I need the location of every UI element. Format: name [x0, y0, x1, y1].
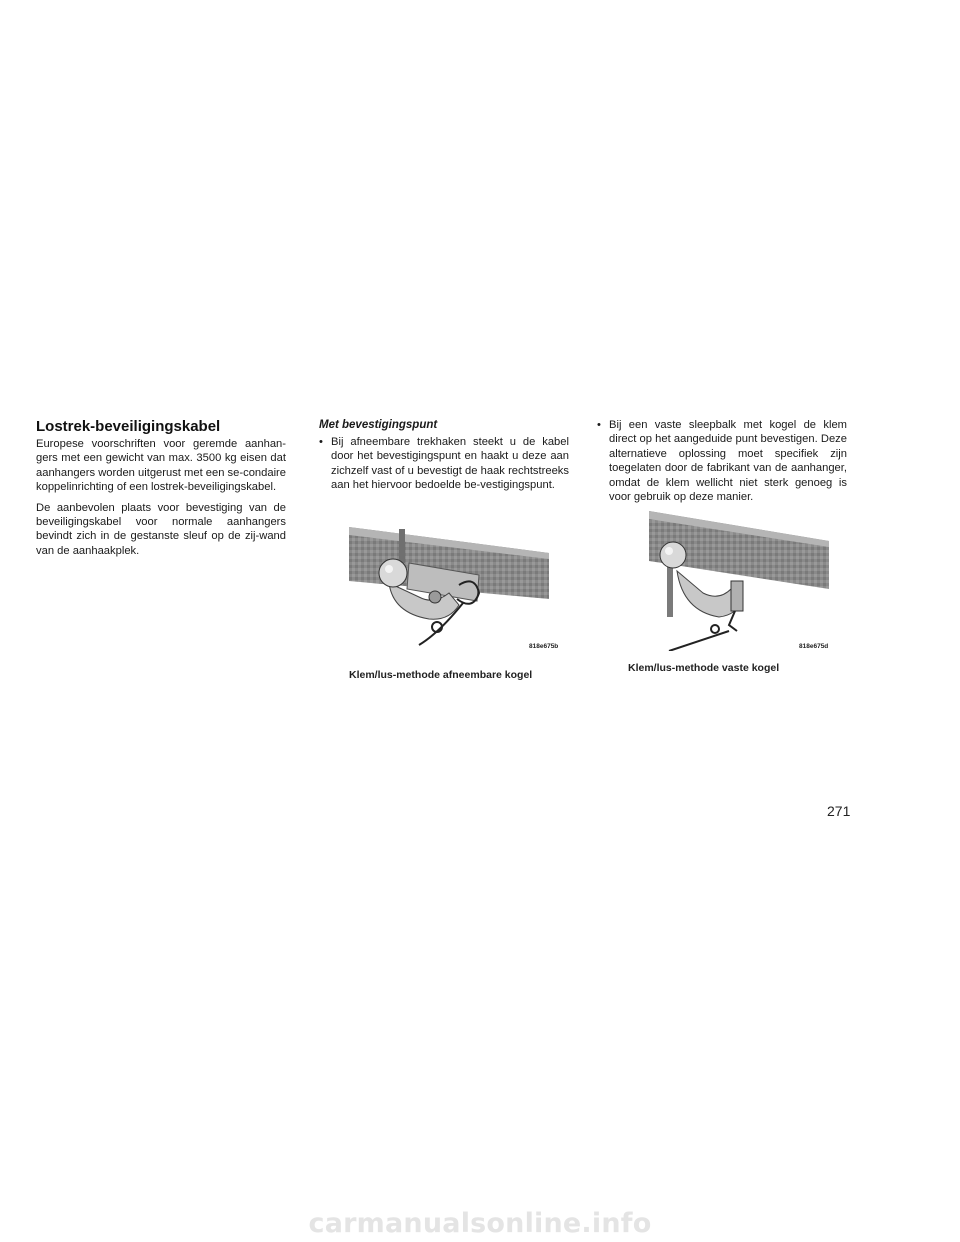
bullet-item	[597, 418, 847, 504]
bullet-item	[319, 435, 569, 493]
page-number: 271	[827, 803, 851, 819]
paragraph-regulations: Europese voorschriften voor geremde aanhan-gers met een gewicht van max. 3500 kg eisen dat aanhangers worden uitgerust met een se-condaire koppelinrichting of een lostrek-beveiligingskabel.	[36, 438, 287, 494]
bullet-text: Bij een vaste sleepbalk met kogel de klem direct op het aangeduide punt bevestigen. Deze alternatieve oplossing moet specifiek zijn toegelaten door de fabrikant van de aanhanger, omdat de klem wellicht niet sterk genoeg is voor gebruik op deze manier.	[609, 419, 847, 504]
bullet-dot: •	[319, 436, 323, 448]
figure-detachable-ball	[349, 523, 557, 651]
watermark: carmanualsonline.info	[308, 1208, 652, 1239]
paragraph-attachment-location: De aanbevolen plaats voor bevestiging van de beveiligingskabel voor normale aanhangers bevindt zich in de gestanste sleuf op de zij-wand van de aanhaakplek.	[36, 501, 286, 557]
bullet-text: Bij afneembare trekhaken steekt u de kabel door het bevestigingspunt en haakt u deze aan zichzelf vast of u bevestigt de haak rechtstreeks aan het hiervoor bedoelde be-vestigingspunt.	[331, 436, 569, 492]
column-middle	[319, 418, 569, 493]
tow-hitch-detachable-illustration	[349, 523, 557, 651]
column-right	[597, 418, 847, 504]
subsection-title: Met bevestigingspunt	[319, 419, 438, 431]
figure-caption: Klem/lus-methode afneembare kogel	[349, 669, 533, 681]
bullet-dot: •	[597, 419, 601, 431]
figure-code: 818e675b	[529, 643, 559, 650]
section-title: Lostrek-beveiligingskabel	[36, 418, 221, 435]
figure-code: 818e675d	[799, 643, 829, 650]
tow-hitch-fixed-illustration	[619, 511, 829, 651]
figure-fixed-ball	[619, 511, 829, 651]
column-left	[36, 418, 286, 564]
figure-caption: Klem/lus-methode vaste kogel	[628, 662, 780, 674]
